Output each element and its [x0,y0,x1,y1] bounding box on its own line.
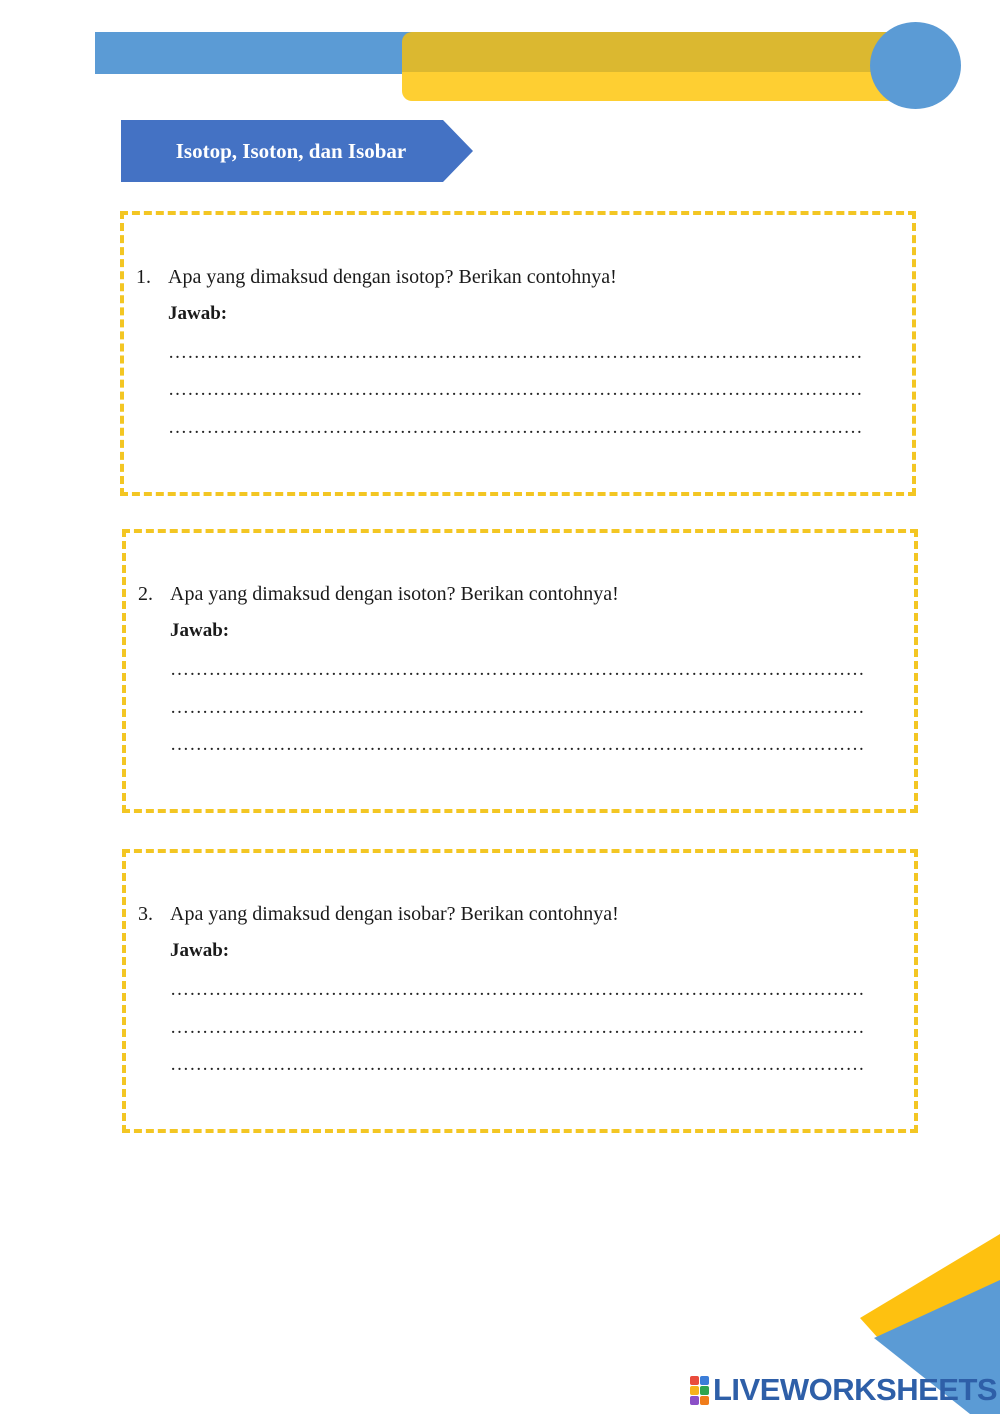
answer-line[interactable]: ……………………………………………………………………………………………… [168,342,863,363]
question-text: Apa yang dimaksud dengan isobar? Berikan contohnya! [170,903,619,925]
answer-label: Jawab: [170,620,230,641]
question-box-3 [122,849,918,1133]
answer-line[interactable]: ……………………………………………………………………………………………… [170,979,865,1000]
answer-line[interactable]: ……………………………………………………………………………………………… [168,417,863,438]
answer-line[interactable]: ……………………………………………………………………………………………… [170,659,865,680]
liveworksheets-watermark [690,1372,997,1408]
answer-line[interactable]: ……………………………………………………………………………………………… [170,1017,865,1038]
header-yellow-bar-bottom [402,72,902,101]
question-text: Apa yang dimaksud dengan isoton? Berikan contohnya! [170,583,619,605]
answer-line[interactable]: ……………………………………………………………………………………………… [170,697,865,718]
answer-label: Jawab: [170,940,230,961]
question-number: 2. [138,583,153,605]
header-circle [870,22,961,109]
answer-line[interactable]: ……………………………………………………………………………………………… [170,1054,865,1075]
title-banner [121,120,473,182]
liveworksheets-logo-icon [690,1376,709,1405]
question-text: Apa yang dimaksud dengan isotop? Berikan contohnya! [168,266,617,288]
answer-label: Jawab: [168,303,228,324]
answer-line[interactable]: ……………………………………………………………………………………………… [168,379,863,400]
header-yellow-bar-top [402,32,902,74]
answer-line[interactable]: ……………………………………………………………………………………………… [170,734,865,755]
question-number: 1. [136,266,151,288]
question-box-2 [122,529,918,813]
page-title: Isotop, Isoton, dan Isobar [175,138,407,163]
watermark-text: LIVEWORKSHEETS [713,1372,998,1407]
question-number: 3. [138,903,153,925]
question-box-1 [120,211,916,496]
